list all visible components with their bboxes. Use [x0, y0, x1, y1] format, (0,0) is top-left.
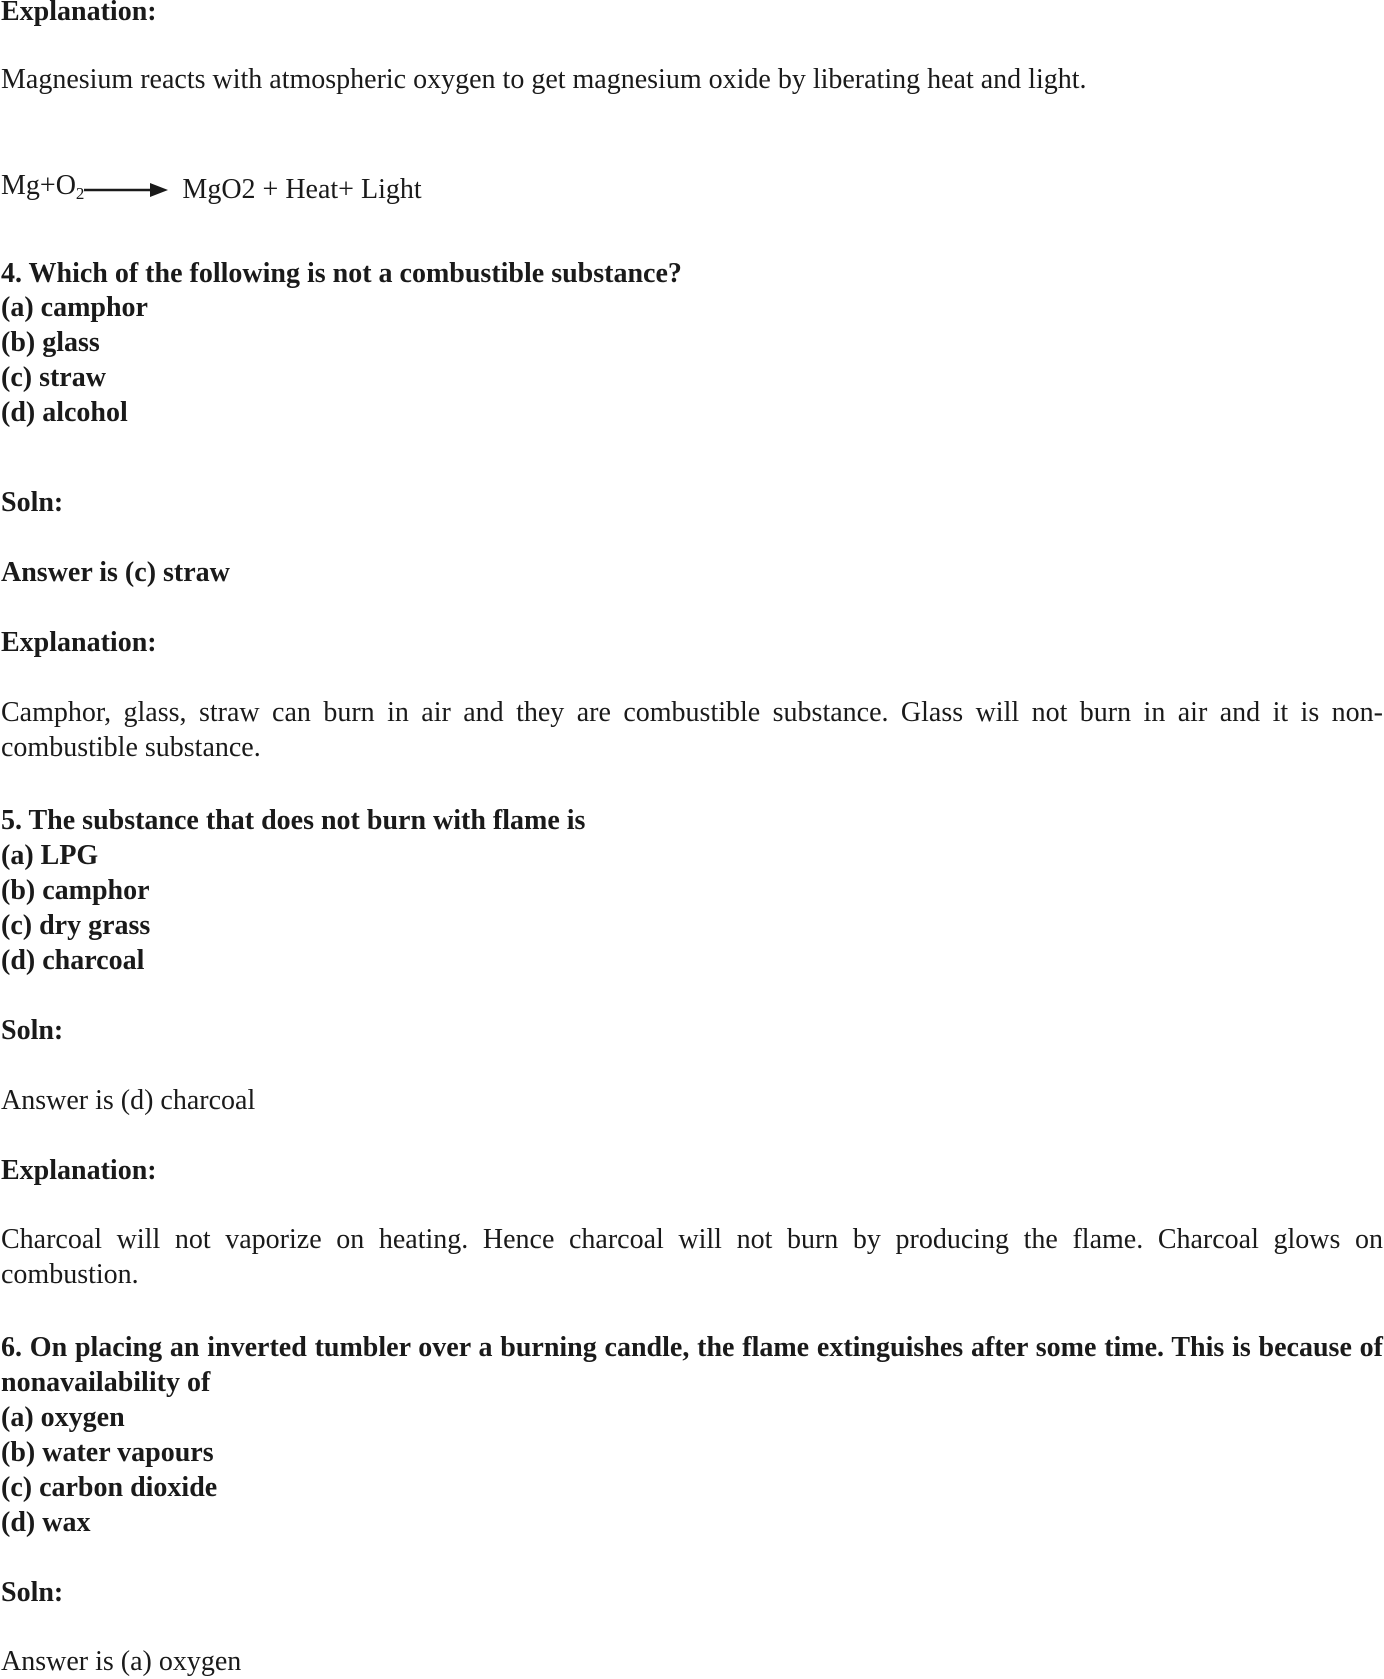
q4-soln-label: Soln:	[1, 487, 64, 518]
chemical-equation	[1, 168, 422, 212]
q6-soln-label: Soln:	[1, 1577, 64, 1608]
q5-option-b: (b) camphor	[1, 875, 150, 906]
q5-option-d: (d) charcoal	[1, 945, 145, 976]
q4-option-a: (a) camphor	[1, 292, 148, 323]
equation-reactants: $Mg+O_2$	[1, 170, 85, 203]
q6-option-a: (a) oxygen	[1, 1402, 125, 1433]
q6-option-c: (c) carbon dioxide	[1, 1472, 218, 1503]
q6-option-d: (d) wax	[1, 1507, 91, 1538]
explanation-heading: Explanation:	[1, 0, 157, 27]
reaction-arrow-icon	[84, 182, 168, 198]
q5-question: 5. The substance that does not burn with flame is	[1, 805, 586, 836]
q4-question: 4. Which of the following is not a combustible substance?	[1, 258, 682, 289]
q4-explanation-heading: Explanation:	[1, 627, 157, 658]
q4-option-b: (b) glass	[1, 327, 100, 358]
q5-option-c: (c) dry grass	[1, 910, 151, 941]
q5-option-a: (a) LPG	[1, 840, 99, 871]
q4-answer: Answer is (c) straw	[1, 557, 230, 588]
q4-explanation-text: Camphor, glass, straw can burn in air and they are combustible substance. Glass will not burn in air and it is non-combustible substance.	[1, 697, 1383, 763]
q4-option-c: (c) straw	[1, 362, 106, 393]
q5-explanation-heading: Explanation:	[1, 1155, 157, 1186]
q5-answer: Answer is (d) charcoal	[1, 1085, 256, 1116]
q6-option-b: (b) water vapours	[1, 1437, 214, 1468]
equation-products: MgO2 + Heat+ Light	[182, 174, 422, 205]
q5-soln-label: Soln:	[1, 1015, 64, 1046]
q4-option-d: (d) alcohol	[1, 397, 128, 428]
q6-answer: Answer is (a) oxygen	[1, 1646, 242, 1677]
q6-question: 6. On placing an inverted tumbler over a burning candle, the flame extinguishes after some time. This is because of nonavailability of	[1, 1332, 1383, 1398]
q5-explanation-text: Charcoal will not vaporize on heating. Hence charcoal will not burn by producing the flame. Charcoal glows on combustion.	[1, 1224, 1383, 1290]
explanation-text: Magnesium reacts with atmospheric oxygen to get magnesium oxide by liberating heat and light.	[1, 64, 1087, 95]
